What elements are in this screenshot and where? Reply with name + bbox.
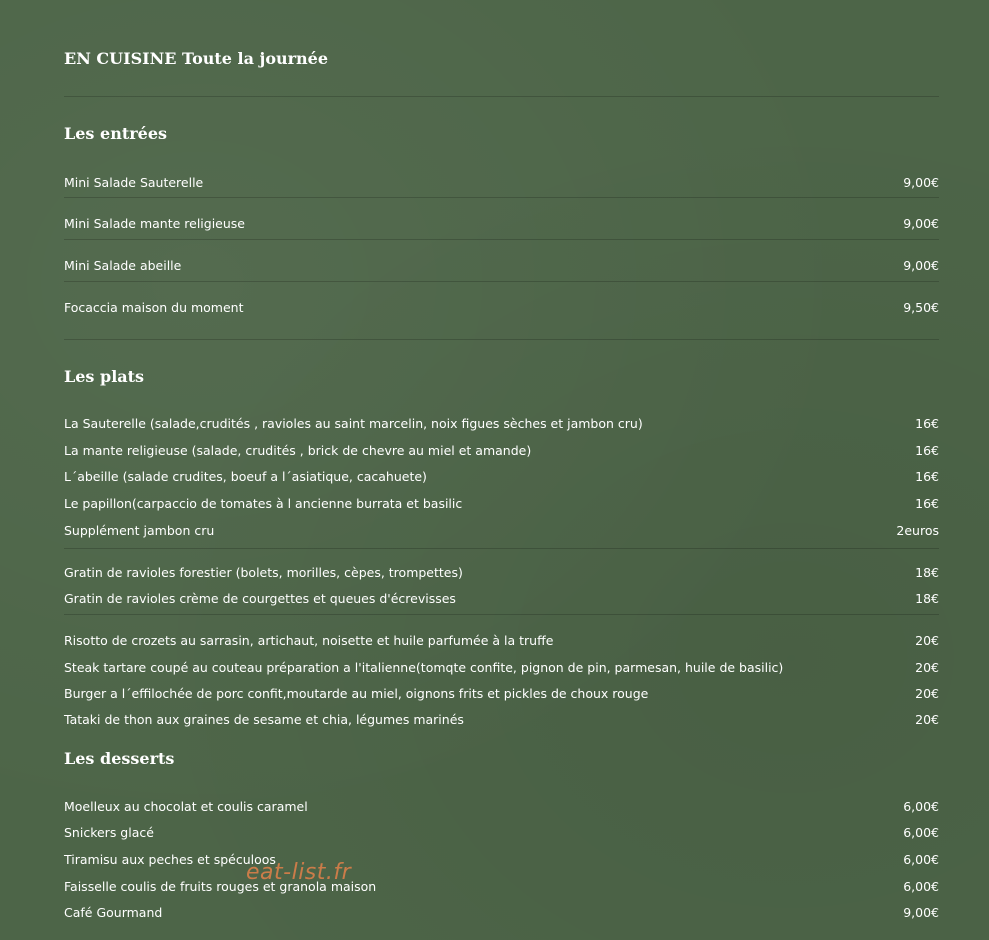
item-name: Mini Salade Sauterelle	[64, 174, 204, 190]
menu-item	[64, 563, 939, 581]
menu-item	[64, 710, 939, 728]
menu-item	[64, 850, 939, 868]
item-price: 16€	[915, 442, 939, 458]
item-price: 16€	[915, 415, 939, 431]
divider	[64, 96, 939, 97]
page-title: EN CUISINE Toute la journée	[64, 49, 329, 68]
menu-item	[64, 256, 939, 274]
item-price: 6,00€	[903, 798, 939, 814]
divider	[64, 239, 939, 240]
item-price: 6,00€	[903, 824, 939, 840]
section-title-plats: Les plats	[64, 367, 145, 386]
item-name: Mini Salade abeille	[64, 257, 182, 273]
divider	[64, 548, 939, 549]
menu-item	[64, 823, 939, 841]
item-price: 20€	[915, 685, 939, 701]
item-name: Mini Salade mante religieuse	[64, 215, 245, 231]
item-name: Gratin de ravioles forestier (bolets, morilles, cèpes, trompettes)	[64, 564, 463, 580]
menu-item	[64, 521, 939, 539]
item-name: Risotto de crozets au sarrasin, artichaut, noisette et huile parfumée à la truffe	[64, 632, 554, 648]
menu-item	[64, 173, 939, 191]
item-price: 2euros	[896, 522, 939, 538]
item-price: 9,00€	[903, 257, 939, 273]
menu-item	[64, 631, 939, 649]
menu-item	[64, 684, 939, 702]
item-name: Steak tartare coupé au couteau préparation a l'italienne(tomqte confite, pignon de pin, parmesan, huile de basilic)	[64, 659, 784, 675]
item-name: Tataki de thon aux graines de sesame et chia, légumes marinés	[64, 711, 464, 727]
item-price: 18€	[915, 564, 939, 580]
menu-item	[64, 903, 939, 921]
item-price: 9,50€	[903, 299, 939, 315]
divider	[64, 614, 939, 615]
item-name: L´abeille (salade crudites, boeuf a l´asiatique, cacahuete)	[64, 468, 427, 484]
menu-item	[64, 214, 939, 232]
item-name: Supplément jambon cru	[64, 522, 215, 538]
item-price: 9,00€	[903, 904, 939, 920]
item-name: Gratin de ravioles crème de courgettes et queues d'écrevisses	[64, 590, 456, 606]
item-name: Le papillon(carpaccio de tomates à l ancienne burrata et basilic	[64, 495, 463, 511]
menu-item	[64, 589, 939, 607]
item-price: 20€	[915, 711, 939, 727]
section-title-desserts: Les desserts	[64, 749, 175, 768]
menu-item	[64, 494, 939, 512]
item-price: 9,00€	[903, 174, 939, 190]
menu-item	[64, 467, 939, 485]
item-name: Focaccia maison du moment	[64, 299, 244, 315]
item-price: 20€	[915, 659, 939, 675]
menu-item	[64, 414, 939, 432]
item-price: 9,00€	[903, 215, 939, 231]
item-price: 16€	[915, 495, 939, 511]
item-price: 6,00€	[903, 878, 939, 894]
item-price: 18€	[915, 590, 939, 606]
item-name: Moelleux au chocolat et coulis caramel	[64, 798, 308, 814]
section-title-entrees: Les entrées	[64, 124, 168, 143]
item-price: 20€	[915, 632, 939, 648]
item-name: La Sauterelle (salade,crudités , ravioles au saint marcelin, noix figues sèches et jambon cru)	[64, 415, 643, 431]
item-name: Café Gourmand	[64, 904, 163, 920]
item-name: Faisselle coulis de fruits rouges et granola maison	[64, 878, 377, 894]
menu-item	[64, 658, 939, 676]
item-price: 16€	[915, 468, 939, 484]
item-name: Tiramisu aux peches et spéculoos	[64, 851, 276, 867]
menu-item	[64, 797, 939, 815]
watermark: eat-list.fr	[246, 860, 352, 885]
menu-item	[64, 441, 939, 459]
menu-item	[64, 298, 939, 316]
divider	[64, 339, 939, 340]
item-name: Snickers glacé	[64, 824, 154, 840]
item-name: La mante religieuse (salade, crudités , brick de chevre au miel et amande)	[64, 442, 532, 458]
divider	[64, 281, 939, 282]
menu-item	[64, 877, 939, 895]
item-name: Burger a l´effilochée de porc confit,moutarde au miel, oignons frits et pickles de choux rouge	[64, 685, 649, 701]
item-price: 6,00€	[903, 851, 939, 867]
divider	[64, 197, 939, 198]
